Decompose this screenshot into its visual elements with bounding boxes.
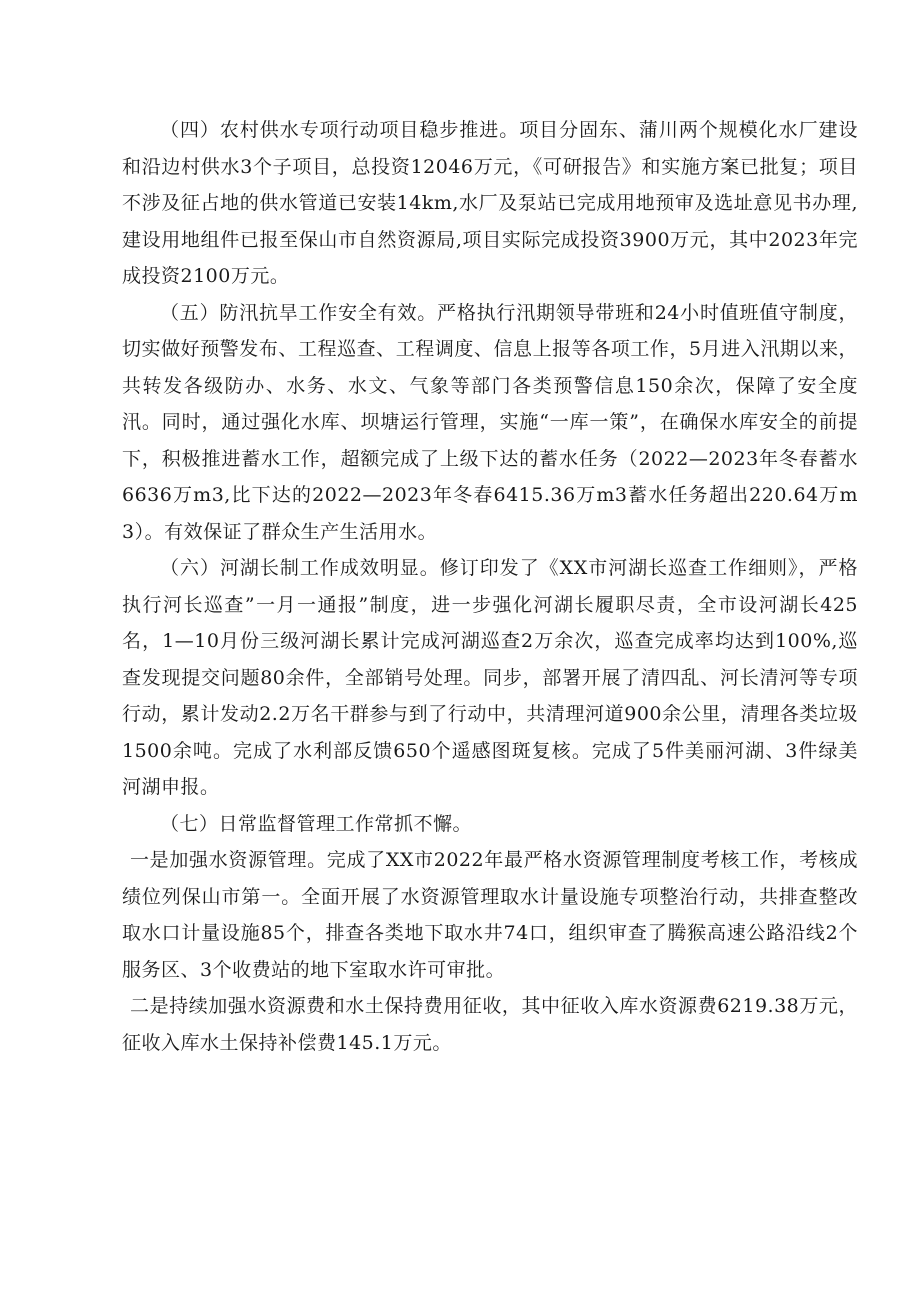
paragraph-flood-drought-control: （五）防汛抗旱工作安全有效。严格执行汛期领导带班和24小时值班值守制度，切实做好预警发布、工程巡查、工程调度、信息上报等各项工作，5月进入汛期以来，共转发各级防办、水务、水文、气象等部门各类预警信息150余次，保障了安全度汛。同时，通过强化水库、坝塘运行管理，实施“一库一策”，在确保水库安全的前提下，积极推进蓄水工作，超额完成了上级下达的蓄水任务（2022—2023年冬春蓄水6636万m3,比下达的2022—2023年冬春6415.36万m3蓄水任务超出220.64万m3）。有效保证了群众生产生活用水。 <box>122 301 858 543</box>
paragraph-river-lake-chief: （六）河湖长制工作成效明显。修订印发了《XX市河湖长巡查工作细则》，严格执行河长巡查”一月一通报”制度，进一步强化河湖长履职尽责，全市设河湖长425名，1—10月份三级河湖长累计完成河湖巡查2万余次，巡查完成率均达到100%,巡查发现提交问题80余件，全部销号处理。同步，部署开展了清四乱、河长清河等专项行动，累计发动2.2万名干群参与到了行动中，共清理河道900余公里，清理各类垃圾1500余吨。完成了水利部反馈650个遥感图斑复核。完成了5件美丽河湖、3件绿美河湖申报。 <box>122 557 858 798</box>
paragraph-fee-collection: 二是持续加强水资源费和水土保持费用征收，其中征收入库水资源费6219.38万元，征收入库水土保持补偿费145.1万元。 <box>122 995 858 1054</box>
paragraph-rural-water-supply: （四）农村供水专项行动项目稳步推进。项目分固东、蒲川两个规模化水厂建设和沿边村供水3个子项目，总投资12046万元，《可研报告》和实施方案已批复；项目不涉及征占地的供水管道已安装14km,水厂及泵站已完成用地预审及选址意见书办理,建设用地组件已报至保山市自然资源局,项目实际完成投资3900万元，其中2023年完成投资2100万元。 <box>122 119 858 287</box>
paragraph-water-resource-management: 一是加强水资源管理。完成了XX市2022年最严格水资源管理制度考核工作，考核成绩位列保山市第一。全面开展了水资源管理取水计量设施专项整治行动，共排查整改取水口计量设施85个，排查各类地下取水井74口，组织审查了腾猴高速公路沿线2个服务区、3个收费站的地下室取水许可审批。 <box>122 849 858 981</box>
document-body <box>122 112 858 1061</box>
paragraph-daily-supervision-heading: （七）日常监督管理工作常抓不懈。 <box>160 812 473 835</box>
